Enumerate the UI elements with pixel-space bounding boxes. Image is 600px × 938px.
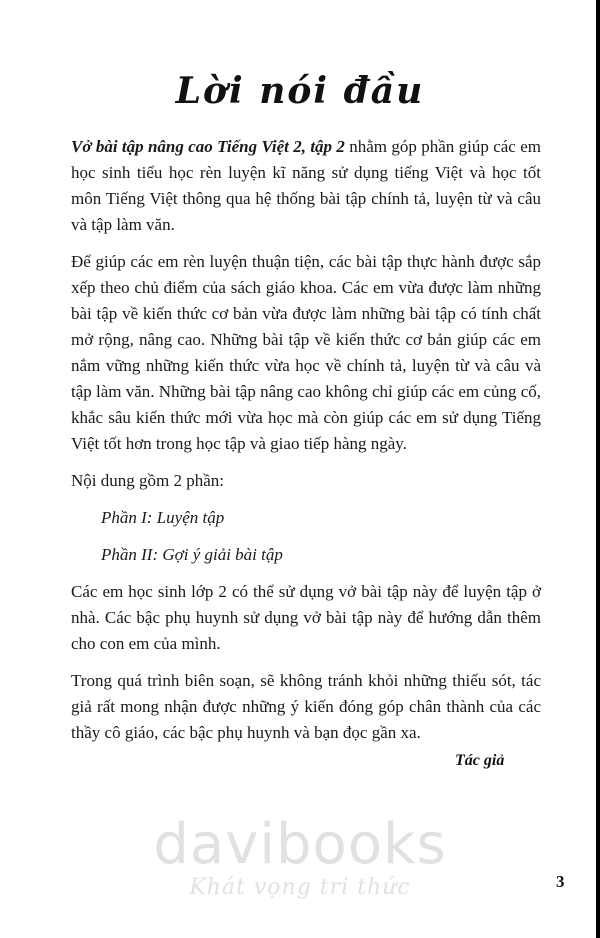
watermark-brand: davibooks: [153, 812, 447, 877]
author-signature: Tác giả: [455, 752, 505, 769]
part-2: Phần II: Gợi ý giải bài tập: [101, 545, 283, 564]
watermark-tagline: Khát vọng tri thức: [189, 875, 411, 900]
paragraph-contents: Nội dung gồm 2 phần:: [71, 471, 224, 490]
part-1: Phần I: Luyện tập: [101, 508, 225, 527]
intro-paragraph: [71, 134, 541, 238]
page-title: Lời nói đầu: [175, 70, 425, 112]
watermark: [150, 812, 450, 901]
preface-body: [71, 134, 541, 757]
paragraph-usage: Các em học sinh lớp 2 có thể sử dụng vở bài tập này để luyện tập ở nhà. Các bậc phụ huynh sử dụng vở bài tập này để hướng dẫn thêm cho con em của mình.: [71, 582, 541, 653]
paragraph-thanks: Trong quá trình biên soạn, sẽ không tránh khỏi những thiếu sót, tác giả rất mong nhận được những ý kiến đóng góp chân thành của các thầy cô giáo, các bậc phụ huynh và bạn đọc gần xa.: [71, 671, 541, 742]
book-title: Vở bài tập nâng cao Tiếng Việt 2, tập 2: [71, 137, 345, 156]
page-number: 3: [556, 872, 565, 891]
paragraph-purpose: Để giúp các em rèn luyện thuận tiện, các bài tập thực hành được sắp xếp theo chủ điểm của sách giáo khoa. Các em vừa được làm những bài tập về kiến thức cơ bản vừa được làm những bài tập có tính chất mở rộng, nâng cao. Những bài tập về kiến thức cơ bản giúp các em nắm vững những kiến thức vừa học về chính tả, luyện từ và câu và tập làm văn. Những bài tập nâng cao không chỉ giúp các em củng cố, khắc sâu kiến thức mới vừa học mà còn giúp các em sử dụng Tiếng Việt tốt hơn trong học tập và giao tiếp hàng ngày.: [71, 252, 541, 453]
intro-rest: nhằm góp phần giúp các em học sinh tiểu học rèn luyện kĩ năng sử dụng tiếng Việt và học tốt môn Tiếng Việt thông qua hệ thống bài tập chính tả, luyện từ và câu và tập làm văn.: [71, 137, 541, 234]
page-edge: [596, 0, 600, 938]
